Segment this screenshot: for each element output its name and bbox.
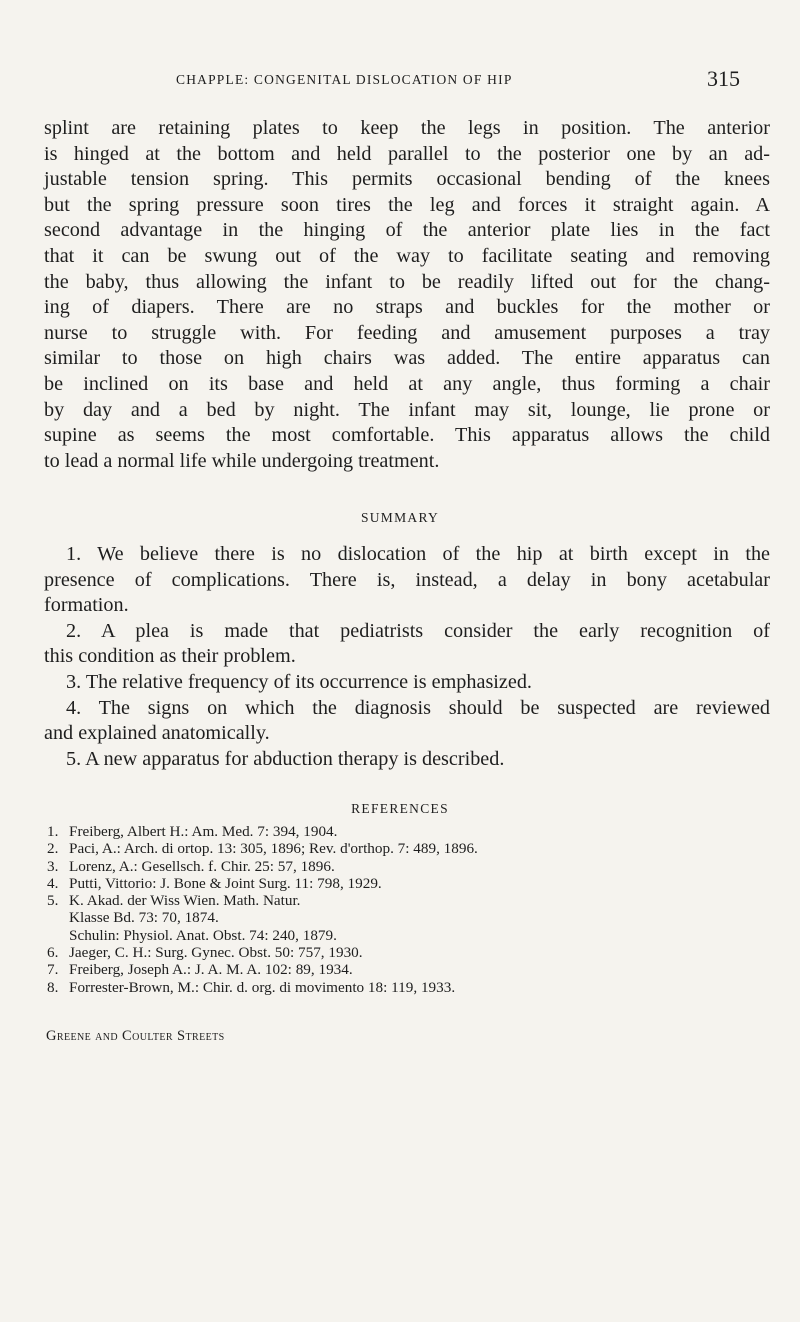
body-line: splint are retaining plates to keep the legs in position. The anterior: [44, 117, 770, 139]
reference-list: [47, 823, 747, 996]
reference-item: [47, 961, 747, 978]
reference-text: Freiberg, Albert H.: Am. Med. 7: 394, 1904.: [69, 823, 338, 840]
body-line: ing of diapers. There are no straps and buckles for the mother or: [44, 296, 770, 319]
summary-line: 2. A plea is made that pediatrists consider the early recognition of: [66, 619, 770, 642]
running-head: [46, 66, 740, 100]
reference-continuation: [47, 909, 747, 926]
reference-text: Putti, Vittorio: J. Bone & Joint Surg. 11: 798, 1929.: [69, 874, 382, 892]
body-line: the baby, thus allowing the infant to be readily lifted out for the chang-: [44, 270, 770, 293]
reference-number: 5.: [47, 892, 59, 910]
reference-number: 7.: [47, 961, 59, 979]
reference-number: 8.: [47, 978, 59, 996]
body-line: supine as seems the most comfortable. This apparatus allows the child: [44, 424, 770, 447]
reference-text: Schulin: Physiol. Anat. Obst. 74: 240, 1879.: [69, 926, 337, 944]
reference-item: [47, 840, 747, 857]
body-line: nurse to struggle with. For feeding and amusement purposes a tray: [44, 321, 770, 344]
running-title: CHAPPLE: CONGENITAL DISLOCATION OF HIP: [176, 72, 513, 87]
reference-text: Forrester-Brown, M.: Chir. d. org. di movimento 18: 119, 1933.: [69, 978, 456, 996]
page-number: 315: [707, 66, 740, 91]
reference-text: Jaeger, C. H.: Surg. Gynec. Obst. 50: 757, 1930.: [69, 944, 363, 962]
body-paragraph: [44, 116, 770, 474]
reference-item: [47, 823, 747, 840]
body-line: be inclined on its base and held at any angle, thus forming a chair: [44, 372, 770, 395]
summary-line: 5. A new apparatus for abduction therapy is described.: [66, 747, 505, 770]
body-line: second advantage in the hinging of the anterior plate lies in the fact: [44, 219, 770, 242]
reference-item: [47, 944, 747, 961]
reference-number: 1.: [47, 823, 59, 840]
body-line: but the spring pressure soon tires the leg and forces it straight again. A: [44, 193, 770, 216]
summary-line: 3. The relative frequency of its occurrence is emphasized.: [66, 670, 532, 693]
summary-list: [44, 542, 770, 772]
reference-number: 2.: [47, 840, 59, 858]
body-line: to lead a normal life while undergoing treatment.: [44, 449, 440, 472]
body-line: justable tension spring. This permits occasional bending of the knees: [44, 168, 770, 191]
reference-item: [47, 979, 747, 996]
references-heading: REFERENCES: [351, 801, 449, 816]
summary-line: 4. The signs on which the diagnosis should be suspected are reviewed: [66, 696, 770, 719]
summary-line: formation.: [44, 594, 129, 617]
reference-text: K. Akad. der Wiss Wien. Math. Natur.: [69, 892, 301, 910]
reference-text: Lorenz, A.: Gesellsch. f. Chir. 25: 57, 1896.: [69, 857, 335, 875]
summary-line: presence of complications. There is, instead, a delay in bony acetabular: [44, 568, 770, 591]
reference-continuation: [47, 927, 747, 944]
summary-line: 1. We believe there is no dislocation of the hip at birth except in the: [66, 543, 770, 565]
reference-text: Freiberg, Joseph A.: J. A. M. A. 102: 89, 1934.: [69, 961, 353, 979]
reference-item: [47, 892, 747, 909]
body-line: by day and a bed by night. The infant may sit, lounge, lie prone or: [44, 398, 770, 421]
body-line: similar to those on high chairs was added. The entire apparatus can: [44, 347, 770, 370]
reference-number: 3.: [47, 857, 59, 875]
summary-line: and explained anatomically.: [44, 722, 270, 745]
summary-line: this condition as their problem.: [44, 645, 296, 668]
reference-number: 6.: [47, 944, 59, 962]
reference-number: 4.: [47, 874, 59, 892]
author-address: Greene and Coulter Streets: [46, 1028, 225, 1044]
reference-text: Paci, A.: Arch. di ortop. 13: 305, 1896; Rev. d'orthop. 7: 489, 1896.: [69, 840, 478, 858]
reference-text: Klasse Bd. 73: 70, 1874.: [69, 909, 219, 927]
reference-item: [47, 875, 747, 892]
body-line: that it can be swung out of the way to facilitate seating and removing: [44, 244, 770, 267]
body-line: is hinged at the bottom and held parallel to the posterior one by an ad-: [44, 142, 770, 165]
reference-item: [47, 858, 747, 875]
summary-heading: SUMMARY: [360, 510, 440, 525]
